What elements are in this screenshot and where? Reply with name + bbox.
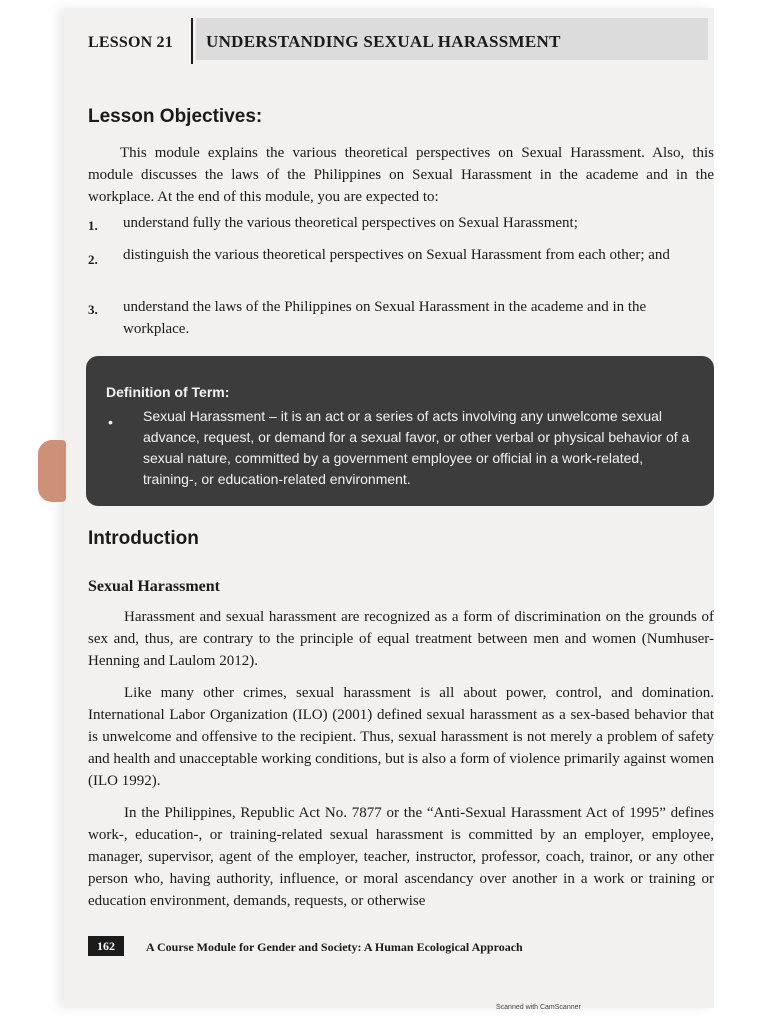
thumb — [38, 440, 66, 502]
list-item-number: 1. — [88, 218, 98, 233]
list-item: understand the laws of the Philippines on Sexual Harassment in the academe and in the workplace. — [123, 299, 647, 337]
paragraph: Harassment and sexual harassment are recognized as a form of discrimination on the grounds of sex and, thus, are contrary to the principle of equal treatment between men and women (Numhuser-Henning and Laulom 2012). — [88, 609, 714, 669]
page-number: 162 — [88, 936, 124, 956]
paragraph: Like many other crimes, sexual harassment is all about power, control, and domination. International Labor Organization (ILO) (2001) defined sexual harassment as a sex-based behavior that is unwelcome and offensive to the recipient. Thus, sexual harassment is not merely a problem of safety and health and unacceptable working conditions, but is also a form of violence primarily against women (ILO 1992). — [88, 685, 714, 789]
objectives-intro: This module explains the various theoretical perspectives on Sexual Harassment. Also, this module discusses the laws of the Philippines on Sexual Harassment in the academe and in the workplace. At the end of this module, you are expected to: — [88, 145, 714, 205]
objectives-heading: Lesson Objectives: — [88, 106, 263, 127]
subsection-heading: Sexual Harassment — [88, 578, 220, 595]
definition-title: Definition of Term: — [106, 384, 230, 400]
bullet-icon: • — [108, 414, 113, 430]
scanner-note: Scanned with CamScanner — [496, 1004, 581, 1011]
lesson-title-box — [196, 18, 708, 60]
lesson-number: LESSON 21 — [88, 34, 173, 51]
list-item-number: 3. — [88, 302, 98, 317]
book-title: A Course Module for Gender and Society: A Human Ecological Approach — [146, 940, 523, 954]
definition-text: Sexual Harassment – it is an act or a series of acts involving any unwelcome sexual advance, request, or demand for a sexual favor, or other verbal or physical behavior of a sexual nature, committed by a government employee or official in a work-related, training-, or education-related environment. — [143, 408, 690, 487]
introduction-heading: Introduction — [88, 528, 199, 549]
definition-box — [86, 356, 714, 506]
lesson-header — [88, 18, 708, 64]
list-item: understand fully the various theoretical perspectives on Sexual Harassment; — [123, 215, 578, 231]
header-divider — [191, 18, 193, 64]
lesson-title: UNDERSTANDING SEXUAL HARASSMENT — [206, 32, 561, 51]
list-item: distinguish the various theoretical perspectives on Sexual Harassment from each other; and — [123, 247, 670, 263]
list-item-number: 2. — [88, 252, 98, 267]
paragraph: In the Philippines, Republic Act No. 7877 or the “Anti-Sexual Harassment Act of 1995” defines work-, education-, or training-related sexual harassment is committed by an employer, employee, manager, supervisor, agent of the employer, teacher, instructor, professor, coach, trainor, or any other person who, having authority, influence, or moral ascendancy over another in a work or training or education environment, demands, requests, or otherwise — [88, 805, 714, 909]
